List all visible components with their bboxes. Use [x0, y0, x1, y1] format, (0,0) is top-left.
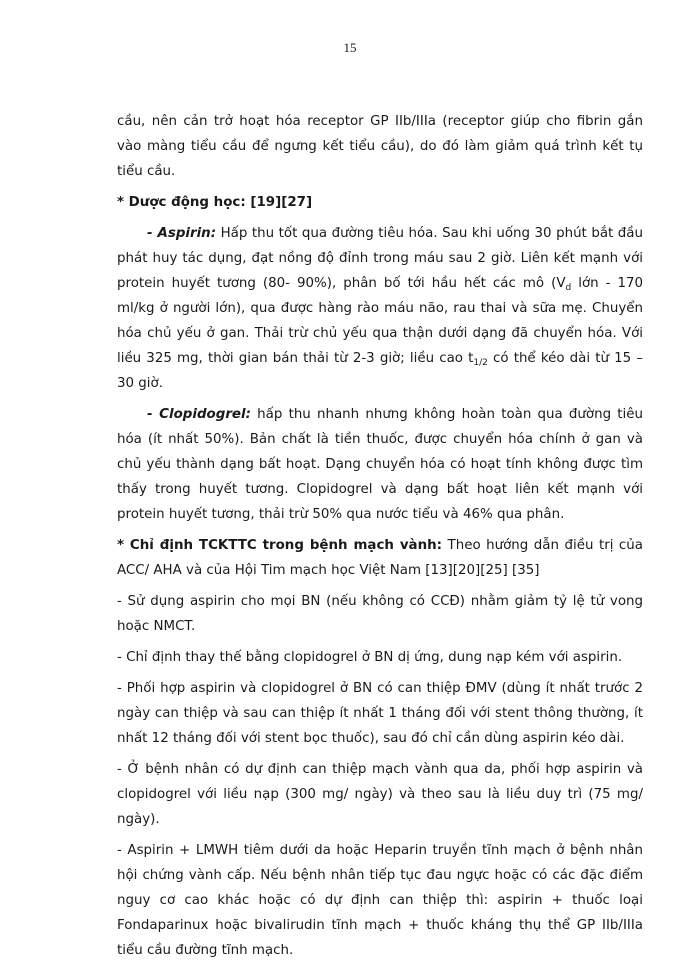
half-life-subscript: 1/2	[473, 358, 488, 368]
aspirin-text-a: Hấp thu tốt qua đường tiêu hóa. Sau khi uống 30 phút bắt đầu phát huy tác dụng, đạt nồng độ đỉnh trong máu sau 2 giờ. Liên kết mạnh với protein huyết tương (80- 90%), phân bố tới hầu hết các mô (V	[117, 226, 643, 291]
bullet-item: - Ở bệnh nhân có dự định can thiệp mạch vành qua da, phối hợp aspirin và clopidogrel với liều nạp (300 mg/ ngày) và theo sau là liều duy trì (75 mg/ ngày).	[117, 762, 643, 827]
bullet-item: - Chỉ định thay thế bằng clopidogrel ở BN dị ứng, dung nạp kém với aspirin.	[117, 650, 623, 665]
paragraph-gp-receptor: cầu, nên cản trở hoạt hóa receptor GP IIb/IIIa (receptor giúp cho fibrin gắn vào màng tiểu cầu để ngưng kết tiểu cầu), do đó làm giảm quá trình kết tụ tiểu cầu.	[117, 114, 643, 179]
indication-text: Theo hướng dẫn điều trị của ACC/ AHA và của Hội Tim mạch học Việt Nam [13][20][25] [35]	[117, 538, 643, 578]
paragraph-clopidogrel	[117, 402, 643, 527]
clopidogrel-label: - Clopidogrel:	[147, 407, 251, 422]
pharmacokinetics-heading: * Dược động học: [19][27]	[117, 195, 313, 210]
paragraph-aspirin	[117, 221, 643, 396]
page-number: 15	[343, 40, 357, 55]
bullet-item: - Aspirin + LMWH tiêm dưới da hoặc Heparin truyền tĩnh mạch ở bệnh nhân hội chứng vành cấp. Nếu bệnh nhân tiếp tục đau ngực hoặc có các đặc điểm nguy cơ cao khác hoặc có dự định can thiệp thì: aspirin + thuốc loại Fondaparinux hoặc bivalirudin tĩnh mạch + thuốc kháng thụ thể GP IIb/IIIa tiểu cầu đường tĩnh mạch.	[117, 843, 643, 958]
aspirin-label: - Aspirin:	[147, 226, 217, 241]
paragraph-indication	[117, 533, 643, 583]
bullet-item: - Sử dụng aspirin cho mọi BN (nếu không có CCĐ) nhằm giảm tỷ lệ tử vong hoặc NMCT.	[117, 594, 643, 634]
aspirin-text-b: lớn - 170 ml/kg ở người lớn), qua được hàng rào máu não, rau thai và sữa mẹ. Chuyển hóa chủ yếu ở gan. Thải trừ chủ yếu qua thận dưới dạng đã chuyển hóa. Với liều 325 mg, thời gian bán thải từ 2-3 giờ; liều cao t	[117, 276, 644, 366]
bullet-item: - Phối hợp aspirin và clopidogrel ở BN có can thiệp ĐMV (dùng ít nhất trước 2 ngày can thiệp và sau can thiệp ít nhất 1 tháng đối với stent thông thường, ít nhất 12 tháng đối với stent bọc thuốc), sau đó chỉ cần dùng aspirin kéo dài.	[117, 681, 643, 746]
aspirin-text-c: có thể kéo dài từ 15 – 30 giờ.	[117, 351, 643, 391]
document-body	[117, 109, 643, 969]
vd-subscript: d	[565, 283, 572, 293]
clopidogrel-text: hấp thu nhanh nhưng không hoàn toàn qua đường tiêu hóa (ít nhất 50%). Bản chất là tiền thuốc, được chuyển hóa chính ở gan và chủ yếu thành dạng bất hoạt. Dạng chuyển hóa có hoạt tính không được tìm thấy trong huyết tương. Clopidogrel và dạng bất hoạt liên kết mạnh với protein huyết tương, thải trừ 50% qua nước tiểu và 46% qua phân.	[117, 407, 643, 522]
indication-heading: * Chỉ định TCKTTC trong bệnh mạch vành:	[117, 538, 443, 553]
